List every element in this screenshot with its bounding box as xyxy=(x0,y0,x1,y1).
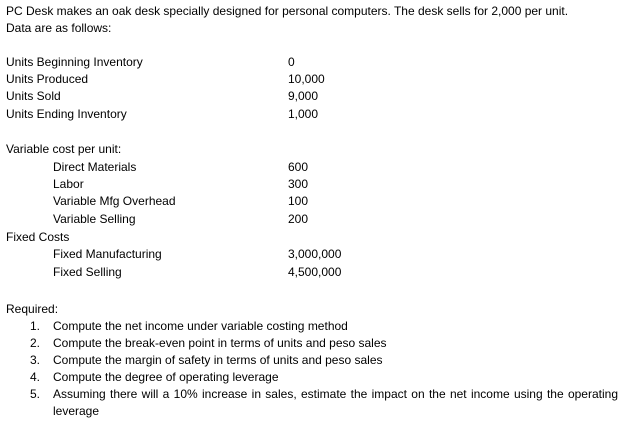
units-produced-label: Units Produced xyxy=(6,72,89,86)
required-item-text: Compute the margin of safety in terms of units and peso sales xyxy=(53,353,383,367)
units-beginning-inventory-label: Units Beginning Inventory xyxy=(6,55,143,69)
required-section xyxy=(6,301,618,420)
fixed-manufacturing-value: 3,000,000 xyxy=(288,247,342,261)
variable-selling-value: 200 xyxy=(288,212,309,226)
problem-intro xyxy=(6,3,620,37)
direct-materials-label: Direct Materials xyxy=(53,160,137,174)
variable-mfg-overhead-value: 100 xyxy=(288,194,309,208)
fixed-costs-heading: Fixed Costs xyxy=(6,230,70,244)
required-heading: Required: xyxy=(6,302,59,316)
labor-label: Labor xyxy=(53,177,84,191)
intro-line-1: PC Desk makes an oak desk specially designed for personal computers. The desk sells for 2,000 per unit. xyxy=(6,4,569,18)
fixed-selling-label: Fixed Selling xyxy=(53,265,122,279)
intro-line-2: Data are as follows: xyxy=(6,21,112,35)
required-item-number: 2. xyxy=(30,336,41,350)
fixed-manufacturing-label: Fixed Manufacturing xyxy=(53,247,162,261)
direct-materials-value: 600 xyxy=(288,160,309,174)
fixed-selling-value: 4,500,000 xyxy=(288,265,342,279)
units-sold-value: 9,000 xyxy=(288,89,319,103)
required-item-text: Compute the break-even point in terms of units and peso sales xyxy=(53,336,387,350)
required-item xyxy=(6,369,618,386)
required-item-number: 5. xyxy=(30,387,41,401)
required-item-text: Compute the net income under variable costing method xyxy=(53,319,348,333)
required-item-number: 3. xyxy=(30,353,41,367)
variable-mfg-overhead-label: Variable Mfg Overhead xyxy=(53,194,176,208)
required-item-text: Compute the degree of operating leverage xyxy=(53,370,279,384)
required-item xyxy=(6,352,618,369)
variable-cost-heading: Variable cost per unit: xyxy=(6,142,122,156)
variable-selling-label: Variable Selling xyxy=(53,212,136,226)
labor-value: 300 xyxy=(288,177,309,191)
units-ending-inventory-value: 1,000 xyxy=(288,107,319,121)
required-item-number: 1. xyxy=(30,319,41,333)
required-item xyxy=(6,386,618,420)
required-item-text: Assuming there will a 10% increase in sales, estimate the impact on the net income using the operating leverage xyxy=(53,387,618,418)
units-beginning-inventory-value: 0 xyxy=(288,55,295,69)
required-item xyxy=(6,335,618,352)
units-produced-value: 10,000 xyxy=(288,72,325,86)
units-sold-label: Units Sold xyxy=(6,89,61,103)
units-ending-inventory-label: Units Ending Inventory xyxy=(6,107,127,121)
required-item-number: 4. xyxy=(30,370,41,384)
required-item xyxy=(6,318,618,335)
